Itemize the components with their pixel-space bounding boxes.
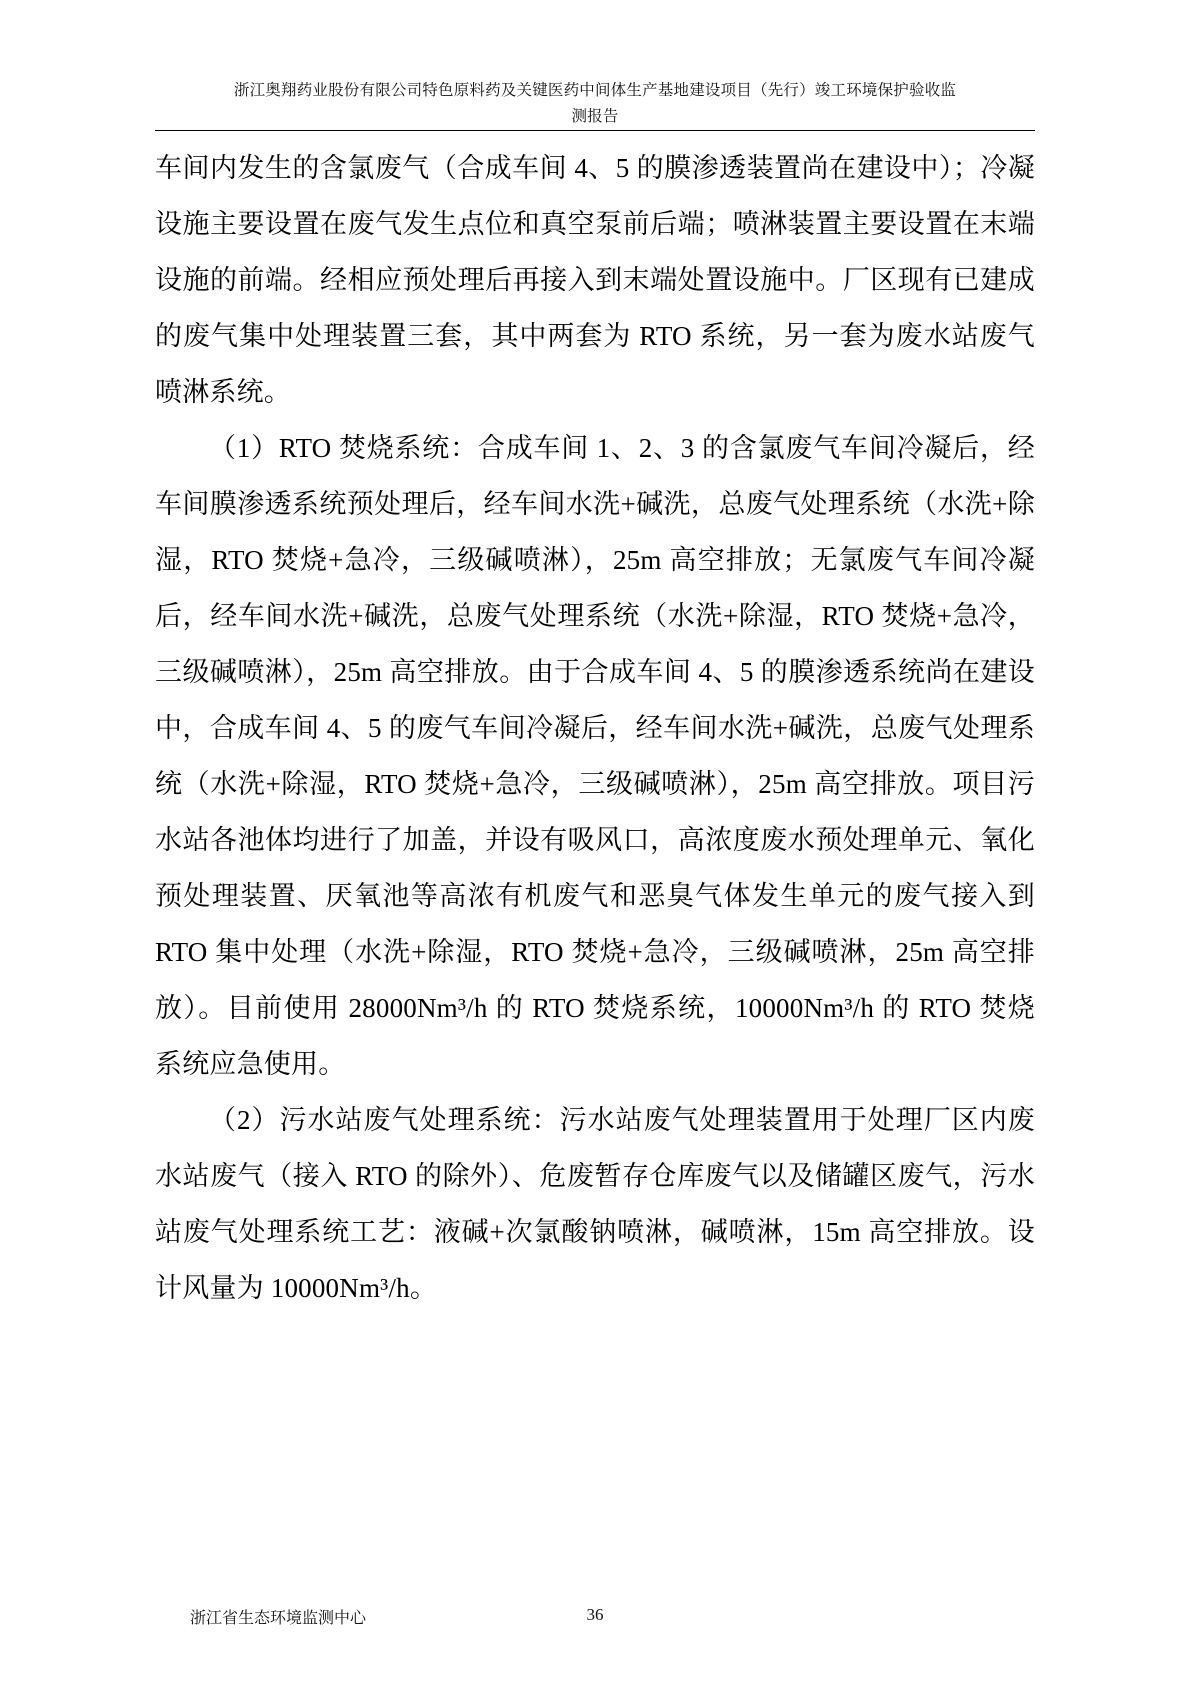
paragraph-rto-system: （1）RTO 焚烧系统：合成车间 1、2、3 的含氯废气车间冷凝后，经车间膜渗透系统预处理后，经车间水洗+碱洗，总废气处理系统（水洗+除湿，RTO 焚烧+急冷，三级碱喷淋），25m 高空排放；无氯废气车间冷凝后，经车间水洗+碱洗，总废气处理系统（水洗+除湿，RTO 焚烧+急冷，三级碱喷淋），25m 高空排放。由于合成车间 4、5 的膜渗透系统尚在建设中，合成车间 4、5 的废气车间冷凝后，经车间水洗+碱洗，总废气处理系统（水洗+除湿，RTO 焚烧+急冷，三级碱喷淋），25m 高空排放。项目污水站各池体均进行了加盖，并设有吸风口，高浓度废水预处理单元、氧化预处理装置、厌氧池等高浓有机废气和恶臭气体发生单元的废气接入到 RTO 集中处理（水洗+除湿，RTO 焚烧+急冷，三级碱喷淋，25m 高空排放）。目前使用 28000Nm³/h 的 RTO 焚烧系统，10000Nm³/h 的 RTO 焚烧系统应急使用。 (155, 433, 1035, 1079)
header-title-line-1: 浙江奥翔药业股份有限公司特色原料药及关键医药中间体生产基地建设项目（先行）竣工环境保护验收监 (233, 82, 957, 99)
header-divider (155, 130, 1035, 131)
footer-page-number: 36 (586, 1605, 604, 1624)
header-title-line-2: 测报告 (571, 108, 619, 125)
paragraph-wastewater-station-system: （2）污水站废气处理系统：污水站废气处理装置用于处理厂区内废水站废气（接入 RTO 的除外）、危废暂存仓库废气以及储罐区废气，污水站废气处理系统工艺：液碱+次氯酸钠喷淋，碱喷淋，15m 高空排放。设计风量为 10000Nm³/h。 (155, 1105, 1035, 1303)
page-footer (155, 1605, 1035, 1629)
paragraph-intro: 车间内发生的含氯废气（合成车间 4、5 的膜渗透装置尚在建设中）；冷凝设施主要设置在废气发生点位和真空泵前后端；喷淋装置主要设置在末端设施的前端。经相应预处理后再接入到末端处置设施中。厂区现有已建成的废气集中处理装置三套，其中两套为 RTO 系统，另一套为废水站废气喷淋系统。 (155, 153, 1035, 407)
page-header (158, 78, 1032, 130)
footer-organization: 浙江省生态环境监测中心 (190, 1610, 367, 1627)
document-body (155, 140, 1035, 1316)
